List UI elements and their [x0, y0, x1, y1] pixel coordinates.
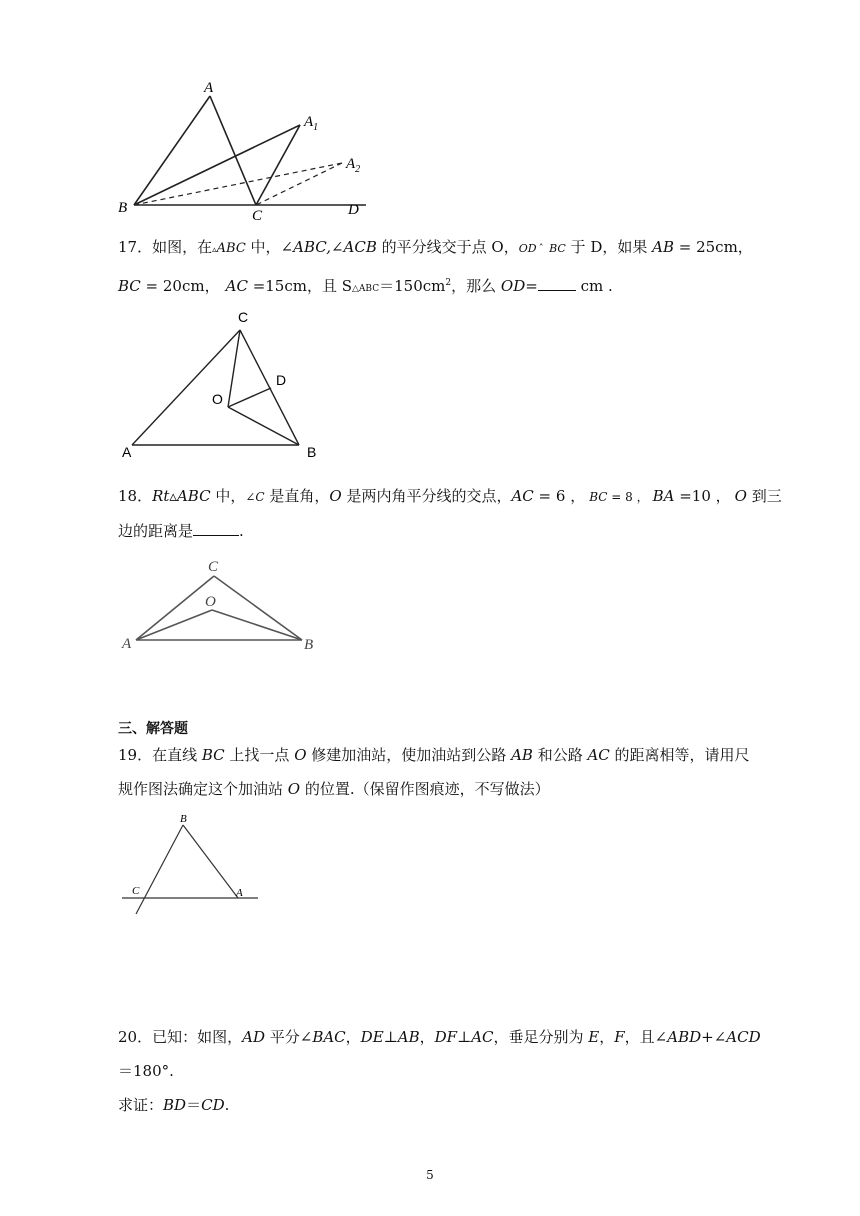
q18-text: . — [239, 522, 244, 540]
segment-A1C — [256, 125, 300, 205]
question-number: 19． — [118, 746, 153, 764]
math-abd: ABD — [667, 1028, 702, 1046]
label-B: B — [180, 813, 187, 825]
label-B: B — [307, 444, 317, 460]
label-C: C — [132, 885, 140, 897]
question-19-line2 — [118, 778, 550, 800]
math-e: E — [588, 1028, 600, 1046]
math-ac: AC — [471, 1028, 494, 1046]
math-ac-value: =15cm，且 S — [247, 277, 353, 295]
q20-text: ， — [419, 1028, 435, 1046]
question-number: 17． — [118, 238, 153, 256]
label-C: C — [208, 559, 219, 575]
figure-q19-roads — [118, 810, 278, 920]
math-bc-value: = 8 ， — [607, 490, 649, 504]
math-df: DF — [434, 1028, 458, 1046]
q20-text: 平分∠ — [264, 1028, 313, 1046]
road-BA — [183, 825, 238, 898]
math-bc: BC — [545, 242, 566, 255]
math-angle-c: ∠C — [245, 490, 265, 504]
math-ba: BA — [652, 487, 675, 505]
road-BC — [136, 825, 183, 914]
math-ab: AB — [652, 238, 674, 256]
label-D: D — [276, 372, 287, 388]
math-abc: ABC — [216, 241, 246, 256]
dashed-BA2 — [134, 163, 342, 205]
segment-OB — [212, 610, 302, 640]
math-cd: CD — [201, 1096, 225, 1114]
math-od: OD — [518, 242, 537, 255]
q17-text: 的平分线交于点 O， — [376, 238, 519, 256]
segment-AC — [132, 330, 240, 445]
q19-text: 上找一点 — [224, 746, 295, 764]
q20-text: 已知：如图， — [152, 1028, 243, 1046]
math-o: O — [734, 487, 747, 505]
math-o: O — [294, 746, 307, 764]
label-A: A — [122, 636, 132, 652]
q20-text: ， — [599, 1028, 615, 1046]
question-number: 18． — [118, 487, 153, 505]
question-17-line2 — [118, 272, 613, 300]
q20-text: ＝ — [186, 1096, 202, 1114]
area-superscript: 2 — [445, 278, 452, 288]
answer-blank[interactable] — [538, 276, 576, 291]
question-20-line1 — [118, 1026, 761, 1048]
q19-text: 和公路 — [532, 746, 588, 764]
area-subscript: △ABC — [352, 284, 380, 294]
q20-text: ⊥ — [457, 1028, 472, 1046]
math-ac: AC — [511, 487, 534, 505]
q20-text: ＝180°. — [118, 1062, 174, 1080]
segment-OB — [228, 407, 299, 445]
q20-text: 求证： — [118, 1096, 164, 1114]
q20-text: ， — [345, 1028, 361, 1046]
question-18-line1 — [118, 485, 782, 508]
label-O: O — [205, 594, 216, 610]
label-A: A — [204, 80, 214, 96]
label-D: D — [348, 202, 359, 218]
q17-text: 如图，在 — [152, 238, 213, 256]
segment-BA — [134, 96, 210, 205]
q19-text: 修建加油站，使加油站到公路 — [306, 746, 512, 764]
q20-text: ⊥ — [383, 1028, 398, 1046]
math-ac: AC — [587, 746, 610, 764]
math-ab: AB — [397, 1028, 420, 1046]
question-20-line2 — [118, 1060, 174, 1082]
area-value: ＝150cm — [379, 277, 446, 295]
math-ac: AC — [225, 277, 248, 295]
page-number: 5 — [426, 1168, 434, 1182]
label-C: C — [252, 208, 263, 224]
q19-text: 在直线 — [152, 746, 202, 764]
math-ba-value: =10 ， — [674, 487, 731, 505]
q18-text: 是两内角平分线的交点， — [341, 487, 512, 505]
triangle-symbol: ▵ — [212, 245, 217, 255]
q18-text: 是直角， — [264, 487, 330, 505]
q17-text: ，那么 — [451, 277, 501, 295]
q17-text: 中， — [245, 238, 281, 256]
dashed-A2C — [256, 163, 342, 205]
figure-q18-triangle — [118, 556, 328, 656]
label-B: B — [304, 637, 314, 653]
segment-CB — [214, 576, 302, 640]
question-20-line3 — [118, 1094, 229, 1116]
segment-OD — [228, 388, 271, 407]
math-bc: BC — [118, 277, 141, 295]
figure-rotating-triangle — [118, 78, 378, 224]
equals: = — [525, 277, 538, 295]
q20-text: ，垂足分别为 — [493, 1028, 589, 1046]
label-B: B — [118, 200, 128, 216]
label-O: O — [212, 391, 223, 407]
math-acd: ACD — [726, 1028, 761, 1046]
math-ab: AB — [511, 746, 533, 764]
question-17-line1 — [118, 236, 753, 261]
segment-AO — [136, 610, 212, 640]
math-o: O — [287, 780, 301, 798]
math-de: DE — [360, 1028, 384, 1046]
math-ad: AD — [242, 1028, 265, 1046]
math-f: F — [614, 1028, 625, 1046]
label-C: C — [238, 309, 249, 325]
math-bac: BAC — [312, 1028, 346, 1046]
math-abc: ▵ABC — [169, 487, 211, 505]
math-bc: BC — [201, 746, 225, 764]
figure-q17-triangle — [118, 308, 328, 458]
math-od: OD — [500, 277, 526, 295]
section-heading: 三、解答题 — [118, 721, 188, 737]
q18-text: 中， — [210, 487, 246, 505]
q20-text: ，且∠ — [624, 1028, 668, 1046]
math-ac-value: = 6 ， — [533, 487, 586, 505]
label-A: A — [236, 887, 243, 899]
question-18-line2 — [118, 520, 244, 542]
math-bc-value: = 20cm， — [140, 277, 220, 295]
unit: cm . — [575, 277, 613, 295]
answer-blank[interactable] — [193, 521, 239, 536]
question-19-line1 — [118, 744, 750, 766]
label-A2: $A_2$ — [346, 156, 361, 175]
q17-text: 于 D，如果 — [565, 238, 653, 256]
q18-text: 边的距离是 — [118, 522, 194, 540]
q19-text: 的位置.（保留作图痕迹，不写做法） — [300, 780, 550, 798]
q18-text: 到三 — [746, 487, 782, 505]
q20-text: . — [224, 1096, 230, 1114]
label-A1: $A_1$ — [304, 114, 319, 133]
math-ab-value: = 25cm， — [673, 238, 753, 256]
math-bc: BC — [589, 490, 608, 504]
label-A: A — [122, 444, 132, 460]
perp-symbol: ˆ — [538, 244, 544, 255]
question-number: 20． — [118, 1028, 153, 1046]
math-o: O — [329, 487, 342, 505]
q19-text: 规作图法确定这个加油站 — [118, 780, 288, 798]
segment-CB — [240, 330, 299, 445]
math-angles: ∠ABC,∠ACB — [280, 238, 377, 256]
math-bd: BD — [163, 1096, 187, 1114]
math-rt: Rt — [152, 487, 170, 505]
q20-text: +∠ — [701, 1028, 727, 1046]
q19-text: 的距离相等，请用尺 — [609, 746, 750, 764]
segment-BA1 — [134, 125, 300, 205]
segment-AC — [136, 576, 214, 640]
